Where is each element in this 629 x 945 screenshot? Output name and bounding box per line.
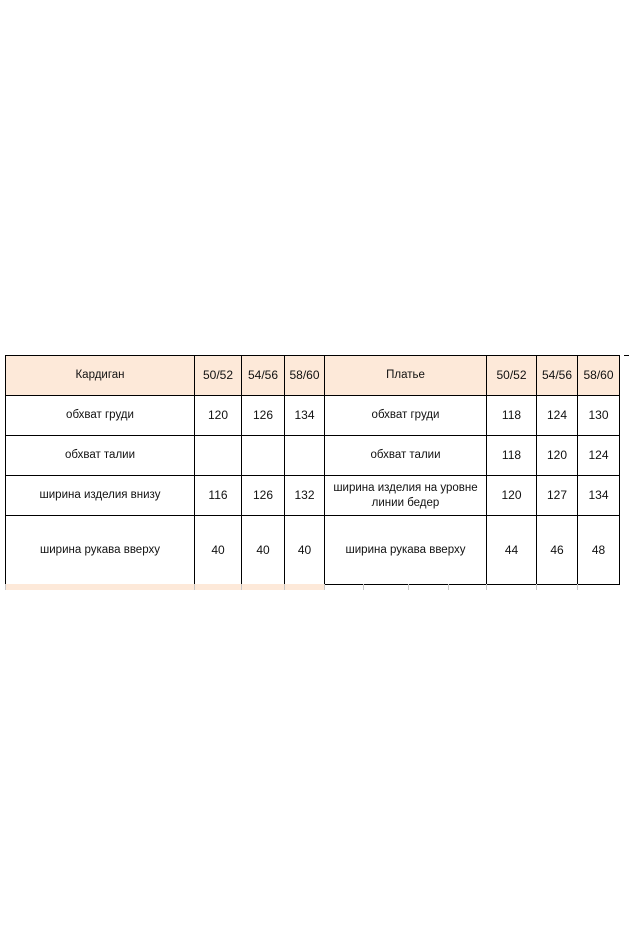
header-row xyxy=(6,356,620,396)
dress-value: 134 xyxy=(578,476,620,516)
cardigan-size-2: 54/56 xyxy=(242,356,285,396)
cardigan-value: 40 xyxy=(285,516,325,585)
partial-cell xyxy=(324,584,363,590)
partial-cell xyxy=(448,584,486,590)
cardigan-size-3: 58/60 xyxy=(285,356,325,396)
cardigan-value: 40 xyxy=(195,516,242,585)
cardigan-value xyxy=(195,436,242,476)
size-chart-sheet xyxy=(5,355,620,585)
dress-row-label: ширина рукава вверху xyxy=(325,516,487,585)
cardigan-value: 134 xyxy=(285,396,325,436)
partial-cell xyxy=(536,584,577,590)
partial-cell xyxy=(241,584,284,590)
cardigan-value: 120 xyxy=(195,396,242,436)
dress-title: Платье xyxy=(325,356,487,396)
cardigan-value: 116 xyxy=(195,476,242,516)
dress-value: 46 xyxy=(537,516,578,585)
cardigan-row-label: ширина изделия внизу xyxy=(6,476,195,516)
dress-value: 44 xyxy=(487,516,537,585)
dress-row-label: обхват груди xyxy=(325,396,487,436)
cardigan-value: 132 xyxy=(285,476,325,516)
next-row-partial xyxy=(5,584,629,590)
dress-value: 118 xyxy=(487,396,537,436)
partial-cell xyxy=(194,584,241,590)
table-row xyxy=(6,396,620,436)
partial-cell xyxy=(363,584,408,590)
dress-size-1: 50/52 xyxy=(487,356,537,396)
cardigan-row-label: обхват груди xyxy=(6,396,195,436)
dress-size-3: 58/60 xyxy=(578,356,620,396)
table-row xyxy=(6,436,620,476)
cardigan-row-label: ширина рукава вверху xyxy=(6,516,195,585)
cardigan-size-1: 50/52 xyxy=(195,356,242,396)
dress-row-label: ширина изделия на уровне линии бедер xyxy=(325,476,487,516)
cardigan-row-label: обхват талии xyxy=(6,436,195,476)
dress-value: 48 xyxy=(578,516,620,585)
table-row xyxy=(6,516,620,585)
cardigan-title: Кардиган xyxy=(6,356,195,396)
dress-value: 120 xyxy=(537,436,578,476)
table-edge-line xyxy=(624,355,629,356)
dress-value: 118 xyxy=(487,436,537,476)
dress-value: 124 xyxy=(537,396,578,436)
cardigan-value: 40 xyxy=(242,516,285,585)
partial-cell xyxy=(408,584,448,590)
table-row xyxy=(6,476,620,516)
size-table xyxy=(5,355,620,585)
dress-value: 120 xyxy=(487,476,537,516)
partial-cell xyxy=(284,584,324,590)
dress-value: 130 xyxy=(578,396,620,436)
dress-row-label: обхват талии xyxy=(325,436,487,476)
dress-size-2: 54/56 xyxy=(537,356,578,396)
partial-cell xyxy=(5,584,194,590)
partial-cell xyxy=(486,584,536,590)
cardigan-value: 126 xyxy=(242,476,285,516)
partial-cell xyxy=(577,584,619,590)
cardigan-value: 126 xyxy=(242,396,285,436)
dress-value: 124 xyxy=(578,436,620,476)
dress-value: 127 xyxy=(537,476,578,516)
cardigan-value xyxy=(285,436,325,476)
cardigan-value xyxy=(242,436,285,476)
